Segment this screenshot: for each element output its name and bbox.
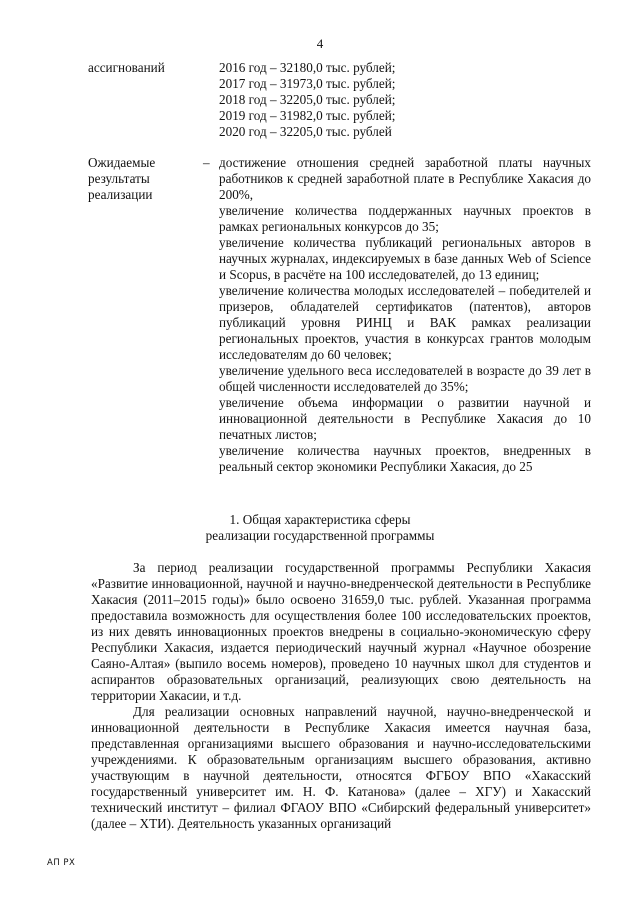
body-paragraph: За период реализации государственной программы Республики Хакасия «Развитие инновационной, научной и научно-внедренческой деятельности в Республике Хакасия (2011–2015 годы)» было освоено 31659,0 тыс. рублей. Указанная программа предоставила возможность для осуществления более 100 исследовательских проектов, из них девять инновационных проектов внедрены в социально-экономическую сферу Республики Хакасия, издается периодический научный журнал «Научное обозрение Саяно-Алтая» (выпило восемь номеров), проведено 10 научных школ для студентов и аспирантов образовательных организаций, реализующих свою деятельность на территории Хакасии, и т.д. [91, 560, 591, 703]
funding-years-list [219, 60, 395, 140]
result-item: увеличение количества публикаций региональных авторов в научных журналах, индексируемых в базе данных Web of Science и Scopus, в расчёте на 100 исследователей, до 13 единиц; [219, 235, 591, 282]
section-heading [0, 512, 640, 544]
expected-results-label-line: Ожидаемые [88, 155, 156, 170]
results-dash: – [203, 155, 210, 170]
expected-results-list [219, 155, 591, 475]
result-item: достижение отношения средней заработной платы научных работников к средней заработной плате в Республике Хакасия до 200%, [219, 155, 591, 202]
expected-results-label-line: реализации [88, 187, 153, 202]
funding-label: ассигнований [88, 60, 165, 75]
funding-year-item: 2016 год – 32180,0 тыс. рублей; [219, 60, 396, 75]
expected-results-label-line: результаты [88, 171, 150, 186]
body-text [91, 560, 591, 832]
page-number: 4 [316, 36, 324, 51]
section-heading-line: реализации государственной программы [205, 528, 435, 543]
expected-results-label [88, 155, 155, 203]
result-item: увеличение объема информации о развитии научной и инновационной деятельности в Республике Хакасия до 10 печатных листов; [219, 395, 591, 442]
result-item: увеличение количества молодых исследователей – победителей и призеров, обладателей сертификатов (патентов), авторов публикаций уровня РИНЦ и ВАК рамках реализации региональных проектов, участия в конкурсах грантов молодым исследователям до 60 человек; [219, 283, 591, 362]
result-item: увеличение количества поддержанных научных проектов в рамках региональных конкурсов до 35; [219, 203, 591, 234]
body-paragraph: Для реализации основных направлений научной, научно-внедренческой и инновационной деятельности в Республике Хакасия имеется научная база, представленная организациями высшего образования и научно-исследовательскими учреждениями. К образовательным организациям высшего образования, активно участвующим в научной деятельности, относятся ФГБОУ ВПО «Хакасский государственный университет им. Н. Ф. Катанова» (далее – ХГУ) и Хакасский технический институт – филиал ФГАОУ ВПО «Сибирский федеральный университет» (далее – ХТИ). Деятельность указанных организаций [91, 704, 591, 831]
footer-code: АП РХ [47, 858, 76, 868]
result-item: увеличение удельного веса исследователей в возрасте до 39 лет в общей численности исследователей до 35%; [219, 363, 591, 394]
funding-year-item: 2018 год – 32205,0 тыс. рублей; [219, 92, 396, 107]
funding-year-item: 2017 год – 31973,0 тыс. рублей; [219, 76, 396, 91]
section-heading-line: 1. Общая характеристика сферы [229, 512, 411, 527]
funding-year-item: 2019 год – 31982,0 тыс. рублей; [219, 108, 396, 123]
result-item: увеличение количества научных проектов, внедренных в реальный сектор экономики Республики Хакасия, до 25 [219, 443, 591, 474]
funding-year-item: 2020 год – 32205,0 тыс. рублей [219, 124, 392, 139]
